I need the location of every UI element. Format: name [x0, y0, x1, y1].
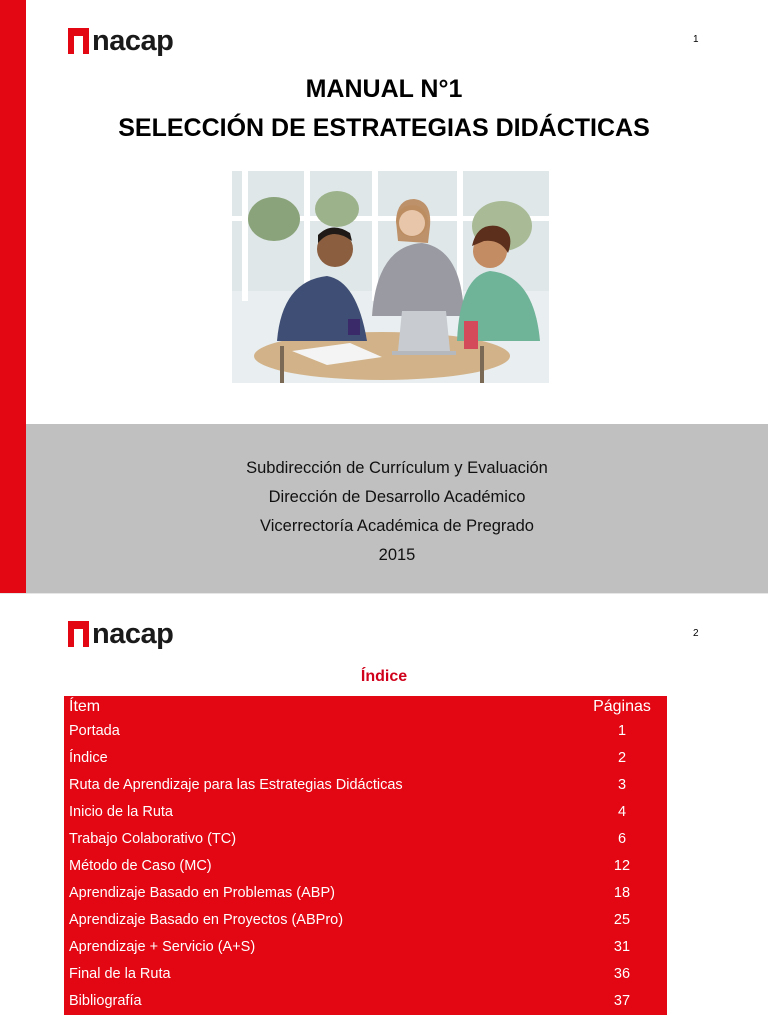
table-header-row	[64, 696, 667, 717]
inacap-logo-mark	[68, 621, 89, 647]
table-row	[64, 988, 667, 1015]
page-number: 2	[693, 628, 699, 639]
row-page: 36	[613, 966, 631, 983]
table-row	[64, 852, 667, 879]
inacap-logo	[68, 618, 174, 650]
manual-title: MANUAL N°1	[305, 75, 463, 103]
row-item: Método de Caso (MC)	[69, 858, 212, 875]
row-item: Aprendizaje Basado en Proyectos (ABPro)	[69, 912, 344, 929]
table-row	[64, 717, 667, 744]
table-row	[64, 880, 667, 907]
index-title: Índice	[360, 668, 408, 685]
table-row	[64, 825, 667, 852]
row-item: Ruta de Aprendizaje para las Estrategias Didácticas	[69, 776, 403, 793]
table-row	[64, 961, 667, 988]
table-row	[64, 907, 667, 934]
row-page: 6	[617, 830, 627, 847]
inacap-logo-text: nacap	[92, 25, 174, 57]
row-page: 37	[613, 993, 631, 1010]
row-page: 1	[617, 722, 627, 739]
row-page: 25	[613, 912, 631, 929]
row-item: Final de la Ruta	[69, 966, 171, 983]
row-page: 12	[613, 858, 631, 875]
credits-band	[26, 424, 768, 594]
page-number: 1	[693, 34, 699, 45]
index-table	[64, 696, 667, 1015]
row-page: 3	[617, 776, 627, 793]
row-item: Aprendizaje + Servicio (A+S)	[69, 939, 256, 956]
table-row	[64, 771, 667, 798]
students-photo	[232, 171, 549, 383]
table-row	[64, 798, 667, 825]
row-page: 18	[613, 885, 631, 902]
inacap-logo	[68, 25, 174, 57]
row-item: Aprendizaje Basado en Problemas (ABP)	[69, 885, 335, 902]
table-row	[64, 934, 667, 961]
row-item: Bibliografía	[69, 993, 142, 1010]
row-item: Trabajo Colaborativo (TC)	[69, 830, 237, 847]
inacap-logo-text: nacap	[92, 618, 174, 650]
credit-year: 2015	[378, 546, 416, 564]
credit-line-3: Vicerrectoría Académica de Pregrado	[260, 517, 534, 535]
row-page: 31	[613, 939, 631, 956]
header-pages: Páginas	[593, 697, 651, 715]
row-page: 4	[617, 803, 627, 820]
credit-line-2: Dirección de Desarrollo Académico	[268, 488, 526, 506]
row-item: Portada	[69, 722, 120, 739]
table-row	[64, 744, 667, 771]
row-item: Índice	[69, 749, 108, 766]
row-item: Inicio de la Ruta	[69, 803, 173, 820]
header-item: Ítem	[69, 697, 101, 715]
inacap-logo-mark	[68, 28, 89, 54]
credit-line-1: Subdirección de Currículum y Evaluación	[246, 459, 548, 477]
row-page: 2	[617, 749, 627, 766]
manual-subtitle: SELECCIÓN DE ESTRATEGIAS DIDÁCTICAS	[118, 114, 650, 142]
